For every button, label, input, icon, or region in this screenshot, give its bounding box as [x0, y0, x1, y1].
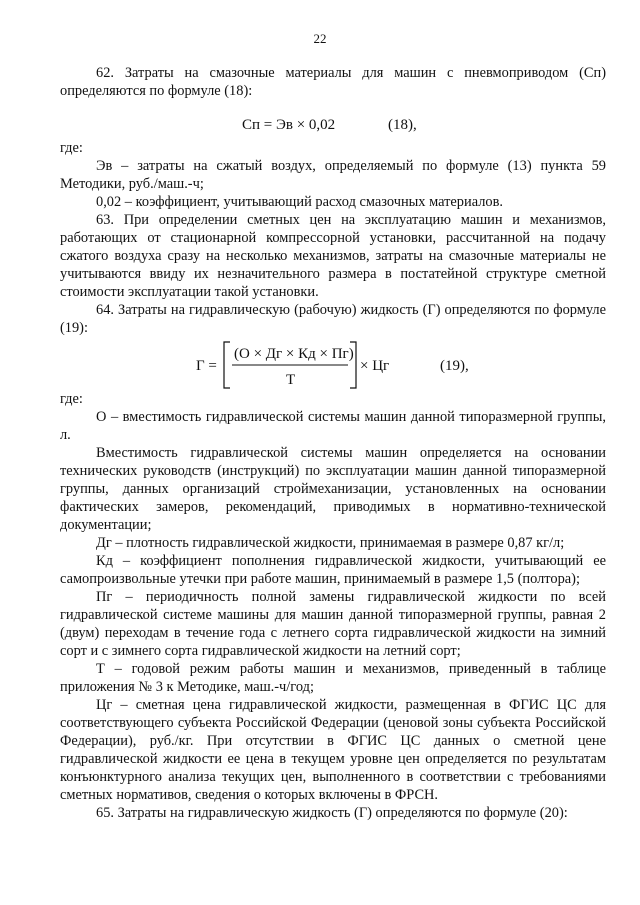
o-definition: О – вместимость гидравлической системы машин данной типоразмерной группы, л.	[60, 409, 606, 443]
capacity-paragraph: Вместимость гидравлической системы машин определяется на основании технических руководств (инструкций) по эксплуатации машин данной типоразмерной группы, данных организаций строймеханизации, установленных на основании фактических замеров, рекомендаций, приводимых в нормативно-технической документации;	[60, 445, 606, 533]
formula-19-lhs: Г =	[196, 358, 217, 374]
definitions-19	[60, 390, 606, 822]
ev-definition: Эв – затраты на сжатый воздух, определяемый по формуле (13) пункта 59 Методики, руб./маш.-ч;	[60, 158, 606, 192]
formula-19-denominator: Т	[286, 372, 296, 388]
page-number: 22	[313, 31, 327, 46]
formula-19-numerator: (О × Дг × Кд × Пг)	[234, 346, 354, 362]
pg-definition: Пг – периодичность полной замены гидравлической жидкости по всей гидравлической системе машины для машин данной типоразмерной группы, равная 2 (двум) переходам в течение года с летнего сорта гидравлической жидкости на зимний сорт и с зимнего сорта гидравлической жидкости на летний сорт;	[60, 589, 606, 659]
definitions-18	[60, 139, 606, 337]
formula-19-graphic	[0, 336, 640, 394]
paragraph-65: 65. Затраты на гидравлическую жидкость (Г) определяются по формуле (20):	[96, 805, 568, 821]
formula-18-expression: Сп = Эв × 0,02	[242, 117, 336, 133]
coefficient-definition: 0,02 – коэффициент, учитывающий расход смазочных материалов.	[96, 194, 503, 210]
where-label-2: где:	[60, 391, 83, 407]
formula-19-rhs: × Цг	[360, 358, 390, 374]
section-62	[60, 64, 606, 100]
paragraph-62: 62. Затраты на смазочные материалы для машин с пневмоприводом (Сп) определяются по формуле (18):	[60, 65, 606, 99]
where-label-1: где:	[60, 140, 83, 156]
cg-definition: Цг – сметная цена гидравлической жидкости, размещенная в ФГИС ЦС для соответствующего субъекта Российской Федерации (ценовой зоны субъекта Российской Федерации), руб./кг. При отсутствии в ФГИС ЦС данных о сметной цене гидравлической жидкости ее цена в текущем уровне цен определяется по результатам конъюнктурного анализа текущих цен, выполненного в соответствии с требованиями сметных нормативов, сведения о которых включены в ФРСН.	[60, 697, 606, 803]
paragraph-63: 63. При определении сметных цен на эксплуатацию машин и механизмов, работающих от стационарной компрессорной установки, рассчитанной на подачу сжатого воздуха сразу на несколько механизмов, затраты на смазочные материалы не учитываются ввиду их незначительного размера в постатейной структуре сметной стоимости эксплуатации такой установки.	[60, 212, 606, 300]
left-bracket	[224, 342, 230, 388]
t-definition: Т – годовой режим работы машин и механизмов, приведенный в таблице приложения № 3 к Методике, маш.-ч/год;	[60, 661, 606, 695]
formula-18-number: (18),	[388, 117, 417, 133]
formula-19-number: (19),	[440, 358, 469, 374]
formula-19	[0, 336, 640, 394]
paragraph-64: 64. Затраты на гидравлическую (рабочую) жидкость (Г) определяются по формуле (19):	[60, 302, 606, 336]
kd-definition: Кд – коэффициент пополнения гидравлической жидкости, учитывающий ее самопроизвольные утечки при работе машин, принимаемый в размере 1,5 (полтора);	[60, 553, 606, 587]
formula-18	[0, 114, 640, 138]
dg-definition: Дг – плотность гидравлической жидкости, принимаемая в размере 0,87 кг/л;	[96, 535, 565, 551]
